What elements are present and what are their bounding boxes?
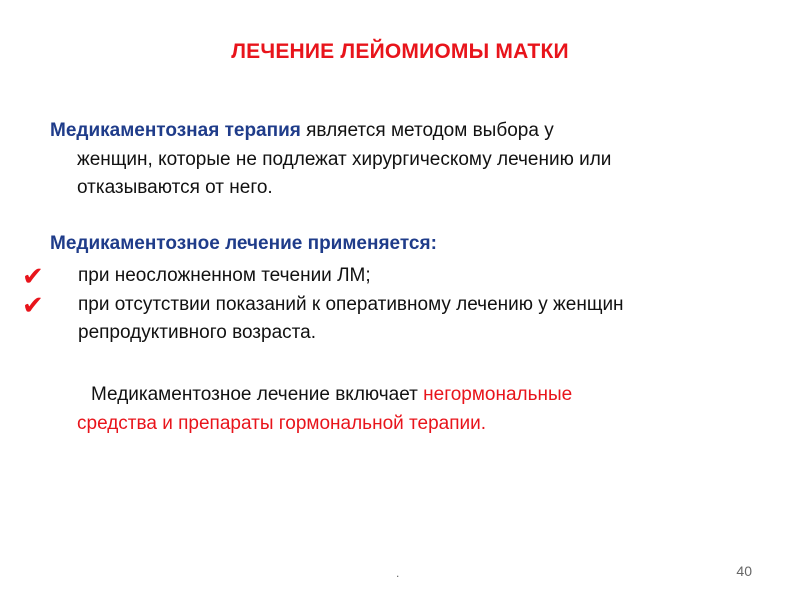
footer-dot: . xyxy=(396,566,400,580)
list-item xyxy=(22,262,782,291)
check-icon: ✔ xyxy=(22,261,44,291)
page-number: 40 xyxy=(736,563,752,579)
paragraph1-line3: отказываются от него. xyxy=(77,177,273,198)
slide-title: ЛЕЧЕНИЕ ЛЕЙОМИОМЫ МАТКИ xyxy=(231,40,569,63)
paragraph1-line1-rest: является методом выбора у xyxy=(300,120,554,141)
paragraph-treatment-includes xyxy=(77,380,757,438)
list-item-continuation xyxy=(22,319,782,348)
indications-heading: Медикаментозное лечение применяется: xyxy=(50,233,437,254)
paragraph3-red-part2: средства и препараты гормональной терапии. xyxy=(77,413,487,434)
check-icon: ✔ xyxy=(22,289,44,320)
indications-list xyxy=(22,262,782,348)
list-item-text: при неосложненном течении ЛМ; xyxy=(78,265,371,286)
drug-therapy-lead: Медикаментозная терапия xyxy=(50,120,301,141)
paragraph-drug-therapy xyxy=(50,117,780,203)
list-item-text: репродуктивного возраста. xyxy=(78,322,316,343)
list-item xyxy=(22,291,782,320)
list-item-text: при отсутствии показаний к оперативному лечению у женщин xyxy=(78,293,624,315)
paragraph1-line2: женщин, которые не подлежат хирургическому лечению или xyxy=(77,148,612,170)
paragraph3-normal: Медикаментозное лечение включает xyxy=(91,384,424,405)
paragraph3-red-part1: негормональные xyxy=(423,384,573,405)
